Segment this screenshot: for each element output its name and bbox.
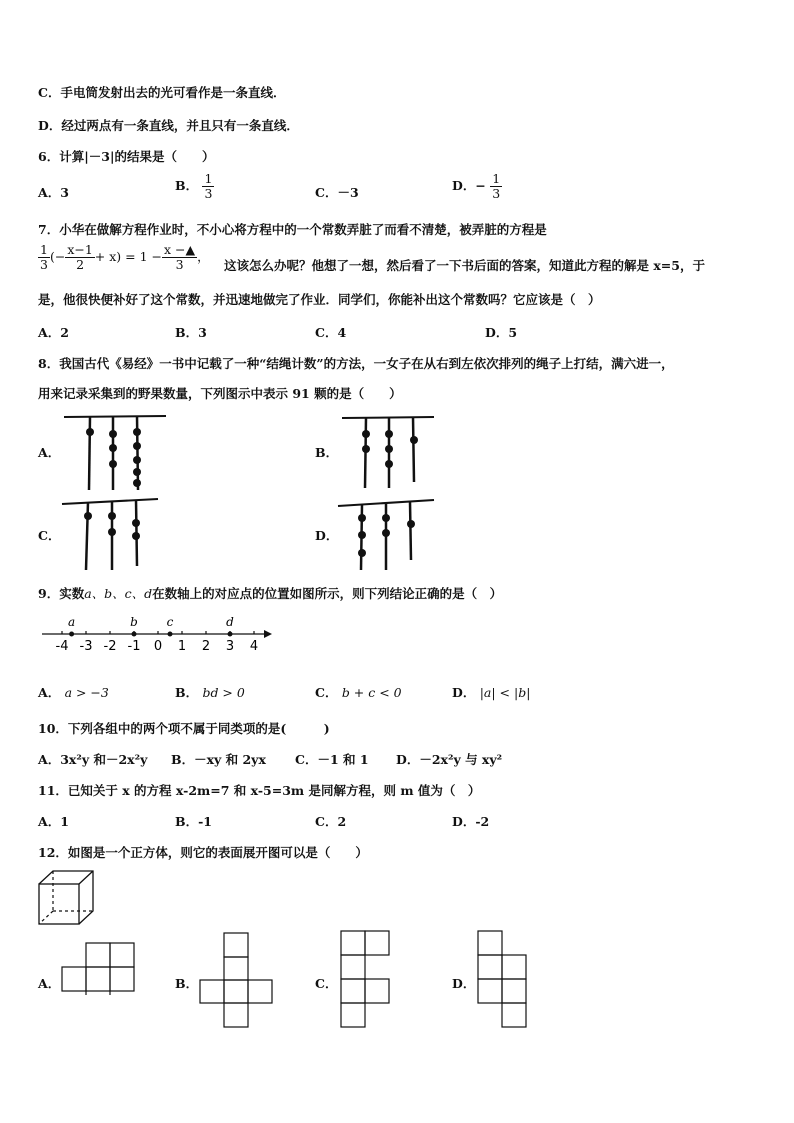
q10-stem: 10．下列各组中的两个项不属于同类项的是( ) — [38, 721, 330, 736]
q7-frac-1-den: 3 — [40, 257, 48, 272]
point-label-a: a — [68, 615, 76, 629]
point-label-d: d — [226, 615, 234, 629]
q7-frac-3-num-text: x − — [164, 242, 186, 257]
q10-option-b: B．－xy 和 2yx — [171, 752, 266, 767]
point-label-b: b — [130, 615, 138, 629]
q7-frac-2-den: 2 — [76, 257, 85, 272]
axis-tick-label: -1 — [127, 639, 141, 654]
q6-option-b-label: B． — [175, 178, 199, 193]
q10-option-c: C．－1 和 1 — [295, 752, 369, 767]
q8-option-a-label: A． — [38, 445, 61, 460]
q9-option-b-label: B． — [175, 685, 199, 700]
point-b — [132, 632, 137, 637]
q7-option-b: B．3 — [175, 325, 207, 340]
q8-option-d-label: D． — [315, 528, 339, 543]
q9-option-b — [175, 683, 245, 701]
q11-option-b: B．-1 — [175, 814, 212, 829]
q6-stem: 6．计算|－3|的结果是（ ） — [38, 149, 215, 164]
q9-option-d-label: D． — [452, 685, 476, 700]
axis-tick-label: -2 — [103, 639, 117, 654]
q7-stem-line1: 7．小华在做解方程作业时，不小心将方程中的一个常数弄脏了而看不清楚，被弄脏的方程是 — [38, 222, 547, 237]
q7-stem-line2: 这该怎么办呢？他想了一想，然后看了一下书后面的答案，知道此方程的解是 x=5，于 — [224, 258, 705, 273]
q9-option-c-expr: b + c < 0 — [341, 685, 402, 700]
q7-eq-sep: ， — [197, 249, 210, 264]
q9-option-d — [452, 683, 530, 701]
q11-option-a: A．1 — [38, 814, 69, 829]
q7-frac-3-den: 3 — [175, 257, 184, 272]
net-figure-d — [477, 930, 529, 1028]
q6-option-b — [175, 172, 214, 201]
q6-option-b-fraction — [202, 172, 214, 201]
q12-option-b-label: B． — [175, 976, 199, 991]
q9-option-a — [38, 683, 109, 701]
number-line — [40, 612, 272, 656]
q7-frac-1-num: 1 — [40, 242, 48, 257]
q10-option-a: A．3x²y 和－2x²y — [38, 752, 148, 767]
knot-figure-a — [60, 412, 170, 490]
q9-option-d-expr: |a| < |b| — [479, 685, 531, 700]
q9-option-a-expr: a > −3 — [64, 685, 109, 700]
q7-option-c: C．4 — [315, 325, 347, 340]
q7-frac-2-num: x−1 — [67, 242, 93, 257]
q9-vars: a、b、c、d — [84, 586, 153, 601]
point-a — [69, 632, 74, 637]
axis-tick-label: -3 — [79, 639, 93, 654]
q12-option-d-label: D． — [452, 976, 476, 991]
q7-frac-3-num — [162, 243, 197, 258]
q12-option-c-label: C． — [315, 976, 338, 991]
axis-tick-label: 0 — [153, 639, 163, 654]
q6-b-den: 3 — [204, 186, 213, 201]
q7-eq-open: (− — [49, 249, 66, 264]
cube-figure — [38, 870, 98, 926]
q9-option-c-label: C． — [315, 685, 338, 700]
q9-stem-suffix: 在数轴上的对应点的位置如图所示，则下列结论正确的是（ ） — [152, 586, 503, 601]
q7-option-d: D．5 — [485, 325, 518, 340]
q9-stem-prefix: 9．实数 — [38, 586, 85, 601]
q6-b-num: 1 — [204, 171, 213, 186]
axis-tick-label: 1 — [177, 639, 187, 654]
q7-option-a: A．2 — [38, 325, 69, 340]
q8-stem-line1: 8．我国古代《易经》一书中记载了一种“结绳计数”的方法，一女子在从右到左依次排列的绳子上打结，满六进一， — [38, 356, 674, 371]
axis-tick-label: 4 — [249, 639, 259, 654]
q9-option-c — [315, 683, 402, 701]
q7-stem-line3: 是，他很快便补好了这个常数，并迅速地做完了作业．同学们，你能补出这个常数吗？它应该是（ ） — [38, 292, 601, 307]
q9-stem — [38, 584, 502, 602]
q7-frac-1 — [38, 243, 50, 272]
point-c — [168, 632, 173, 637]
q10-option-d: D．－2x²y 与 xy² — [396, 752, 503, 767]
point-d — [228, 632, 233, 637]
knot-figure-d — [336, 496, 436, 572]
q11-option-c: C．2 — [315, 814, 347, 829]
q12-stem: 12．如图是一个正方体，则它的表面展开图可以是（ ） — [38, 845, 368, 860]
axis-tick-label: -4 — [55, 639, 69, 654]
axis-tick-label: 3 — [225, 639, 235, 654]
point-label-c: c — [166, 615, 174, 629]
blot-icon: ▲ — [185, 242, 196, 257]
q9-option-b-expr: bd > 0 — [202, 685, 245, 700]
q6-d-den: 3 — [492, 186, 501, 201]
q7-equation — [38, 243, 210, 272]
q6-option-d-fraction — [490, 172, 502, 201]
knot-figure-c — [60, 496, 160, 572]
q6-option-d-label: D．− — [452, 178, 486, 193]
q11-stem: 11．已知关于 x 的方程 x-2m=7 和 x-5=3m 是同解方程，则 m 值为（ ） — [38, 783, 481, 798]
q5-option-c: C．手电筒发射出去的光可看作是一条直线． — [38, 85, 286, 100]
q6-option-c: C．－3 — [315, 185, 359, 200]
q12-option-a-label: A． — [38, 976, 61, 991]
net-figure-c — [340, 930, 392, 1028]
q6-d-num: 1 — [492, 171, 501, 186]
q6-option-a: A．3 — [38, 185, 69, 200]
net-figure-a-bottom — [62, 990, 92, 1020]
q5-option-d: D．经过两点有一条直线，并且只有一条直线． — [38, 118, 299, 133]
q11-option-d: D．-2 — [452, 814, 490, 829]
q8-stem-line2: 用来记录采集到的野果数量，下列图示中表示 91 颗的是（ ） — [38, 386, 402, 401]
q8-option-c-label: C． — [38, 528, 61, 543]
net-figure-a — [62, 942, 138, 996]
net-figure-b — [200, 932, 274, 1028]
q7-frac-2 — [65, 243, 94, 272]
q9-option-a-label: A． — [38, 685, 61, 700]
q6-option-d — [452, 172, 502, 201]
knot-figure-b — [340, 412, 440, 490]
q8-option-b-label: B． — [315, 445, 339, 460]
q7-frac-3 — [162, 243, 197, 272]
q7-eq-mid: + x) = 1 − — [94, 249, 162, 264]
axis-tick-label: 2 — [201, 639, 211, 654]
